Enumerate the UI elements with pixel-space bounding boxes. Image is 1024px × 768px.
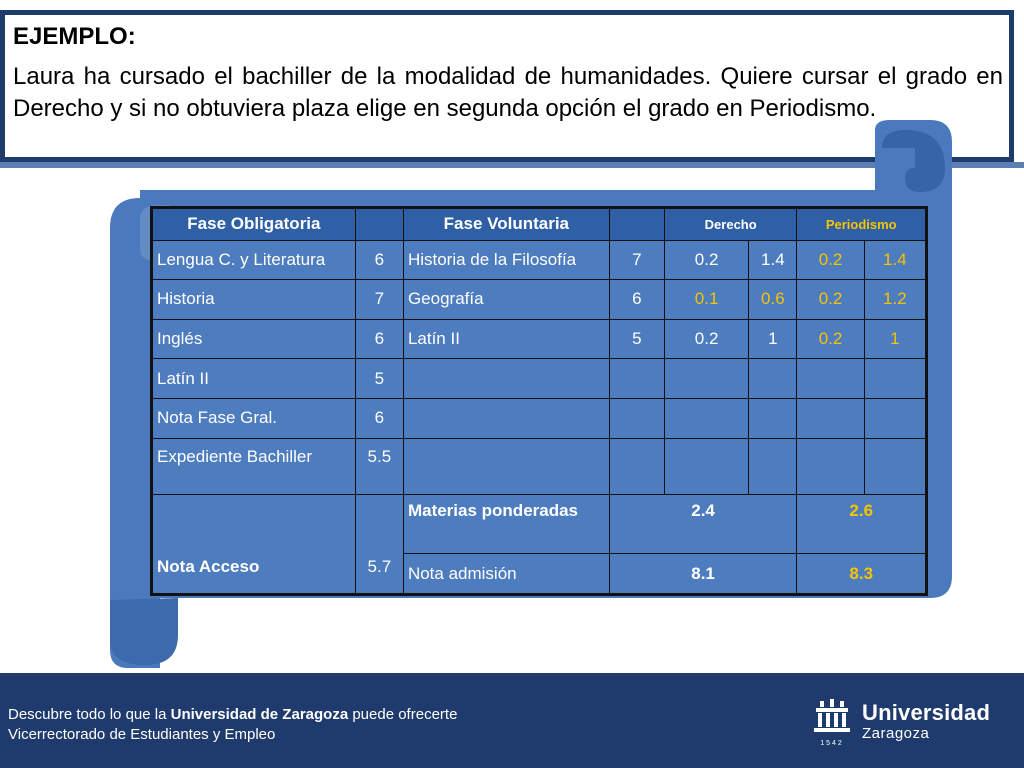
empty-cell xyxy=(864,438,926,495)
periodismo-score-cell: 1.2 xyxy=(864,280,926,320)
vol-grade-cell: 7 xyxy=(609,240,664,280)
derecho-score-cell: 0.6 xyxy=(749,280,797,320)
grade-cell: 6 xyxy=(355,240,403,280)
empty-cell xyxy=(749,438,797,495)
footer-tagline-post: puede ofrecerte xyxy=(348,706,458,723)
logo-year: 1542 xyxy=(820,740,844,747)
grade-cell: 7 xyxy=(355,280,403,320)
header-fase-obligatoria: Fase Obligatoria xyxy=(152,208,356,241)
periodismo-weight-cell: 0.2 xyxy=(797,319,864,359)
table-row xyxy=(152,495,927,554)
footer-tagline xyxy=(8,706,457,723)
admision-derecho: 8.1 xyxy=(609,554,797,595)
grade-cell: 5 xyxy=(355,359,403,399)
empty-cell xyxy=(797,398,864,438)
footer xyxy=(0,673,1024,768)
admision-periodismo: 8.3 xyxy=(797,554,927,595)
empty-cell xyxy=(749,398,797,438)
university-logo-icon xyxy=(812,697,852,749)
subject-cell: Latín II xyxy=(152,359,356,399)
empty-cell xyxy=(797,359,864,399)
nota-acceso-value: 5.7 xyxy=(355,495,403,595)
derecho-weight-cell: 0.1 xyxy=(664,280,748,320)
derecho-score-cell: 1 xyxy=(749,319,797,359)
empty-cell xyxy=(664,398,748,438)
empty-cell xyxy=(609,398,664,438)
table-row xyxy=(152,438,927,495)
empty-cell xyxy=(664,359,748,399)
vol-subject-cell: Geografía xyxy=(403,280,609,320)
grade-cell: 6 xyxy=(355,319,403,359)
empty-cell xyxy=(864,398,926,438)
periodismo-weight-cell: 0.2 xyxy=(797,280,864,320)
nota-admision-label: Nota admisión xyxy=(403,554,609,595)
example-title: EJEMPLO: xyxy=(13,23,136,50)
table-row xyxy=(152,319,927,359)
empty-cell xyxy=(749,359,797,399)
header-fase-voluntaria: Fase Voluntaria xyxy=(403,208,609,241)
nota-acceso-label: Nota Acceso xyxy=(152,495,356,595)
grade-cell: 6 xyxy=(355,398,403,438)
ponderadas-periodismo: 2.6 xyxy=(797,495,927,554)
grade-cell: 5.5 xyxy=(355,438,403,495)
vol-grade-cell: 6 xyxy=(609,280,664,320)
ponderadas-derecho: 2.4 xyxy=(609,495,797,554)
table-row xyxy=(152,359,927,399)
logo-city: Zaragoza xyxy=(862,725,930,742)
footer-vicerrectorado: Vicerrectorado de Estudiantes y Empleo xyxy=(8,726,276,743)
subject-cell: Expediente Bachiller xyxy=(152,438,356,495)
header-empty xyxy=(609,208,664,241)
logo-name: Universidad xyxy=(862,700,991,725)
footer-tagline-university: Universidad de Zaragoza xyxy=(170,706,349,723)
table-row xyxy=(152,240,927,280)
header-periodismo: Periodismo xyxy=(797,208,927,241)
empty-cell xyxy=(403,438,609,495)
empty-cell xyxy=(664,438,748,495)
subject-cell: Nota Fase Gral. xyxy=(152,398,356,438)
table-row xyxy=(152,280,927,320)
empty-cell xyxy=(797,438,864,495)
vol-subject-cell: Historia de la Filosofía xyxy=(403,240,609,280)
derecho-weight-cell: 0.2 xyxy=(664,240,748,280)
example-text: Laura ha cursado el bachiller de la modalidad de humanidades. Quiere cursar el grado en Derecho y si no obtuviera plaza elige en segunda opción el grado en Periodismo. xyxy=(13,63,1003,122)
table-row xyxy=(152,398,927,438)
table-header-row xyxy=(152,208,927,241)
vol-grade-cell: 5 xyxy=(609,319,664,359)
empty-cell xyxy=(609,359,664,399)
empty-cell xyxy=(864,359,926,399)
empty-cell xyxy=(403,398,609,438)
subject-cell: Lengua C. y Literatura xyxy=(152,240,356,280)
footer-tagline-pre: Descubre todo lo que la xyxy=(8,706,171,723)
subject-cell: Historia xyxy=(152,280,356,320)
periodismo-weight-cell: 0.2 xyxy=(797,240,864,280)
header-empty xyxy=(355,208,403,241)
header-derecho: Derecho xyxy=(664,208,796,241)
periodismo-score-cell: 1 xyxy=(864,319,926,359)
empty-cell xyxy=(609,438,664,495)
vol-subject-cell: Latín II xyxy=(403,319,609,359)
grade-table xyxy=(150,206,928,596)
subject-cell: Inglés xyxy=(152,319,356,359)
materias-ponderadas-label: Materias ponderadas xyxy=(403,495,609,554)
derecho-score-cell: 1.4 xyxy=(749,240,797,280)
derecho-weight-cell: 0.2 xyxy=(664,319,748,359)
periodismo-score-cell: 1.4 xyxy=(864,240,926,280)
empty-cell xyxy=(403,359,609,399)
